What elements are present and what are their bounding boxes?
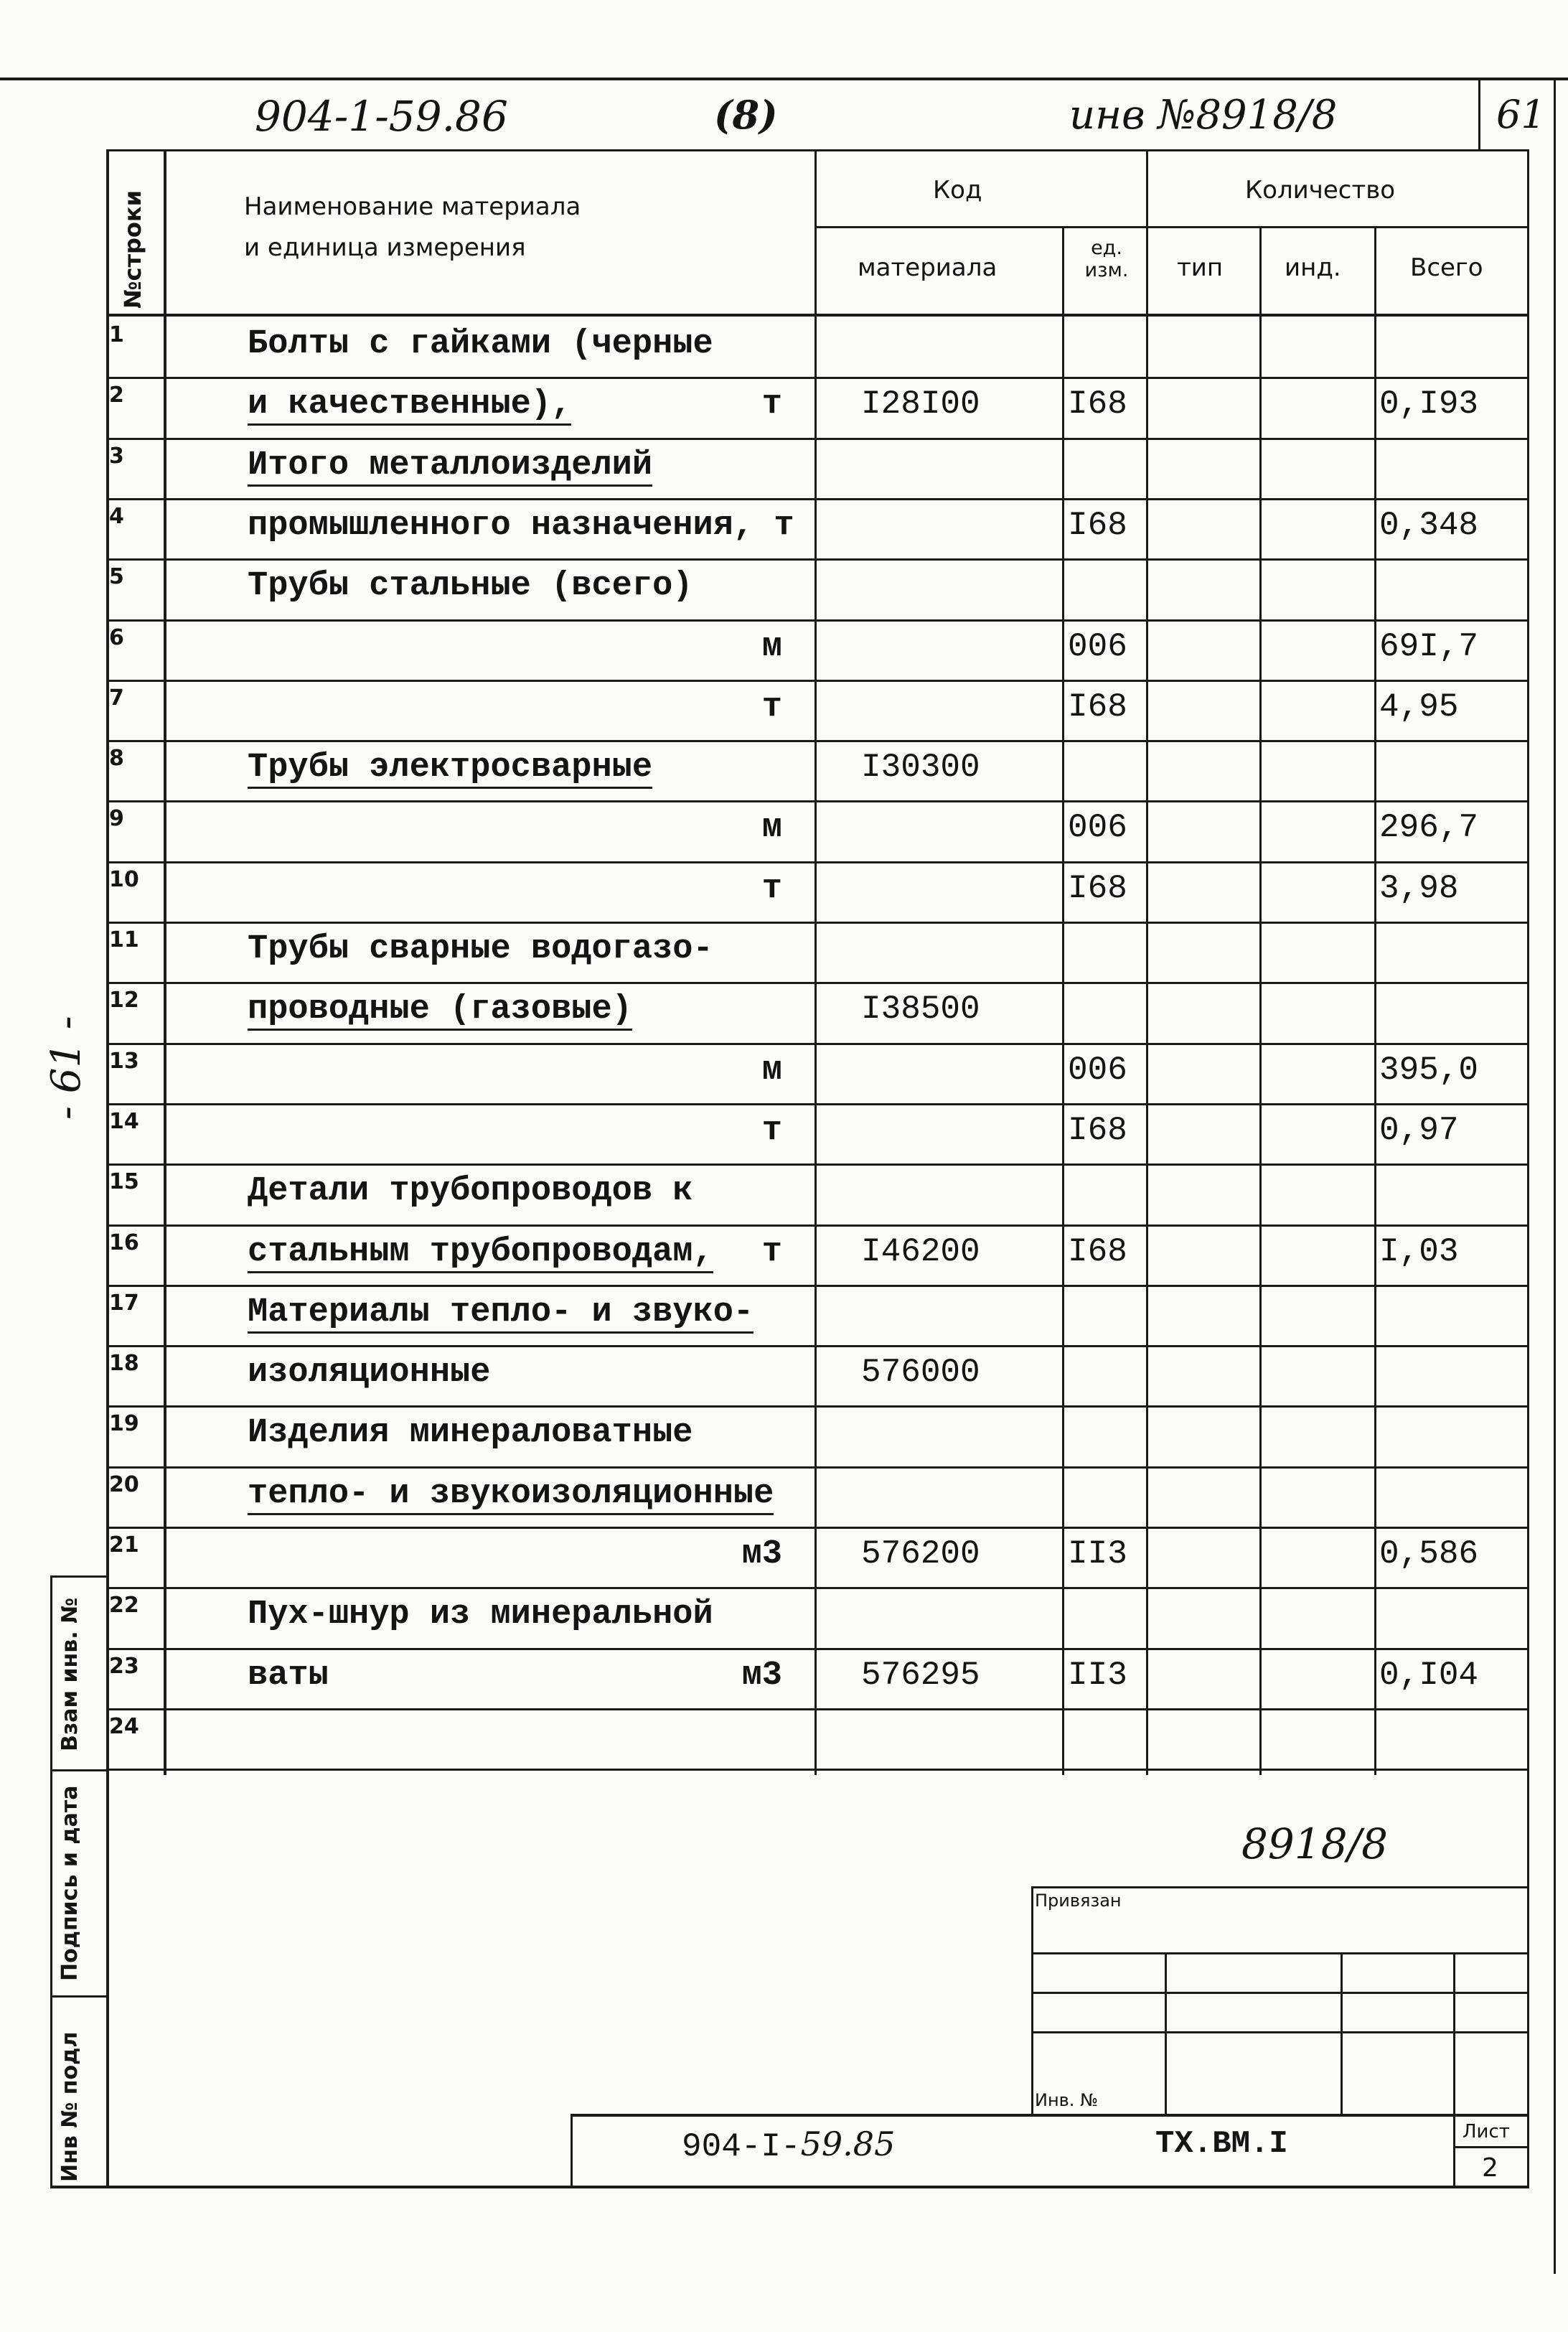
unit-label: м: [761, 628, 782, 666]
header-quantity: Количество: [1245, 176, 1396, 205]
unit-label: т: [761, 385, 782, 423]
unit-label: м3: [741, 1657, 782, 1695]
row-line: [106, 1405, 1529, 1408]
row-number: 4: [109, 504, 124, 529]
row-number: 19: [109, 1411, 139, 1436]
row-number: 18: [109, 1351, 139, 1376]
unit-label: т: [761, 1112, 782, 1150]
row-line: [106, 1043, 1529, 1045]
row-number: 17: [109, 1291, 139, 1316]
row-line: [106, 800, 1529, 802]
unit-code: 006: [1068, 809, 1127, 846]
row-line: [106, 861, 1529, 863]
stamp-list-number: 2: [1482, 2153, 1498, 2183]
header-qty-tip: тип: [1177, 253, 1224, 282]
col-line-total: [1374, 226, 1376, 1775]
unit-code: I68: [1068, 385, 1127, 423]
row-number: 13: [109, 1049, 139, 1074]
quantity-total: 0,I04: [1379, 1657, 1479, 1694]
row-number: 12: [109, 988, 139, 1013]
stamp-doc-code-typed: 904-I-: [682, 2128, 801, 2165]
material-code: 576200: [861, 1535, 980, 1573]
unit-code: II3: [1068, 1657, 1127, 1694]
unit-label: т: [761, 870, 782, 908]
material-name: Пух-шнур из минеральной: [248, 1596, 713, 1634]
row-line: [106, 1466, 1529, 1469]
frame-left-lower: [106, 1775, 109, 2188]
stamp-handwritten-number: 8918/8: [1241, 1820, 1389, 1868]
unit-code: 006: [1068, 1052, 1127, 1089]
row-line: [106, 438, 1529, 440]
row-line: [106, 1345, 1529, 1347]
stamp-line-5: [571, 2114, 1529, 2117]
right-border-line: [1554, 78, 1556, 2274]
doc-code-handwritten: 904-1-59.86: [255, 92, 508, 141]
material-name: Болты с гайками (черные: [248, 325, 713, 363]
header-qty-ind: инд.: [1285, 253, 1341, 282]
material-code: 576000: [861, 1354, 980, 1391]
unit-label: т: [761, 1233, 782, 1271]
row-number: 2: [109, 383, 124, 408]
material-name: проводные (газовые): [248, 991, 632, 1031]
material-name: Трубы электросварные: [248, 749, 652, 789]
material-name: Детали трубопроводов к: [248, 1172, 693, 1210]
unit-code: I68: [1068, 688, 1127, 726]
header-bottom-line: [106, 314, 1529, 317]
page-number-divider: [1478, 78, 1480, 149]
unit-code: I68: [1068, 870, 1127, 907]
material-name: промышленного назначения, т: [248, 507, 794, 545]
col-line-name: [164, 149, 166, 1775]
stamp-vline-main-left: [571, 2114, 573, 2188]
header-rownum: №строки: [119, 189, 146, 309]
col-line-izm: [1062, 226, 1064, 1775]
row-line: [106, 982, 1529, 984]
margin-label-podpis: Подпись и дата: [57, 1785, 83, 1981]
side-page-mark: - 61 -: [43, 1016, 90, 1120]
col-line-code: [814, 149, 817, 1775]
material-code: I30300: [861, 749, 980, 786]
inventory-number-handwritten: инв №8918/8: [1069, 92, 1338, 139]
marker: (8): [714, 92, 778, 138]
material-name: Трубы сварные водогазо-: [248, 930, 713, 968]
unit-label: м: [761, 809, 782, 847]
row-number: 15: [109, 1169, 139, 1194]
col-line-ind: [1259, 226, 1262, 1775]
material-name: Материалы тепло- и звуко-: [248, 1293, 754, 1334]
row-number: 24: [109, 1714, 139, 1739]
row-number: 3: [109, 444, 124, 469]
row-line: [106, 740, 1529, 742]
material-name: ваты: [248, 1657, 329, 1695]
top-border-line: [0, 78, 1568, 80]
quantity-total: 4,95: [1379, 688, 1459, 726]
row-number: 7: [109, 685, 124, 711]
header-name-line2: и единица измерения: [244, 233, 526, 262]
material-code: 576295: [861, 1657, 980, 1694]
quantity-total: 0,586: [1379, 1535, 1479, 1573]
stamp-sheet-code: ТХ.ВМ.I: [1155, 2126, 1288, 2162]
unit-label: т: [761, 688, 782, 726]
row-number: 14: [109, 1109, 139, 1134]
stamp-vline-a: [1165, 1952, 1167, 2114]
row-line: [106, 1224, 1529, 1227]
row-number: 20: [109, 1472, 139, 1497]
row-line: [106, 1103, 1529, 1105]
stamp-privyazan: Привязан: [1035, 1891, 1122, 1911]
row-number: 21: [109, 1532, 139, 1558]
quantity-total: 69I,7: [1379, 628, 1479, 665]
quantity-total: 0,I93: [1379, 385, 1479, 423]
quantity-total: 296,7: [1379, 809, 1479, 846]
margin-strip-div2: [50, 1769, 108, 1771]
row-number: 6: [109, 625, 124, 650]
unit-code: II3: [1068, 1535, 1127, 1573]
header-name-line1: Наименование материала: [244, 192, 581, 221]
row-line: [106, 922, 1529, 924]
frame-right-lower: [1527, 1775, 1529, 2188]
material-name: Изделия минераловатные: [248, 1414, 693, 1452]
header-code-material: материала: [858, 253, 997, 282]
row-number: 16: [109, 1230, 139, 1255]
unit-label: м: [761, 1052, 782, 1090]
row-line: [106, 1163, 1529, 1166]
header-code: Код: [933, 176, 982, 205]
unit-label: м3: [741, 1535, 782, 1573]
material-code: I46200: [861, 1233, 980, 1270]
quantity-total: 3,98: [1379, 870, 1459, 907]
row-line: [106, 377, 1529, 379]
stamp-doc-code: [682, 2125, 895, 2165]
header-top-line: [106, 149, 1529, 151]
quantity-total: I,03: [1379, 1233, 1459, 1270]
unit-code: 006: [1068, 628, 1127, 665]
row-number: 1: [109, 322, 124, 347]
stamp-list-label: Лист: [1463, 2121, 1510, 2143]
row-number: 9: [109, 806, 124, 831]
margin-strip-div1: [50, 1575, 108, 1578]
margin-label-vzam: Взам инв. №: [57, 1597, 83, 1751]
row-line: [106, 619, 1529, 622]
page-bottom-line: [50, 2186, 1529, 2188]
row-number: 10: [109, 867, 139, 892]
table-right-line: [1527, 149, 1529, 1775]
margin-strip-left: [50, 1575, 52, 2186]
col-line-qty: [1146, 149, 1148, 1775]
material-code: I28I00: [861, 385, 980, 423]
row-number: 22: [109, 1593, 139, 1618]
stamp-vline-c: [1453, 1952, 1455, 2188]
margin-strip-div3: [50, 1995, 108, 1998]
header-mid-line: [814, 226, 1529, 228]
row-line: [106, 1769, 1529, 1771]
header-code-izm: ед. изм.: [1084, 237, 1129, 281]
row-line: [106, 1587, 1529, 1589]
material-name: тепло- и звукоизоляционные: [248, 1475, 774, 1515]
unit-code: I68: [1068, 1112, 1127, 1149]
quantity-total: 0,97: [1379, 1112, 1459, 1149]
row-number: 23: [109, 1654, 139, 1679]
stamp-list-sep: [1453, 2146, 1529, 2148]
stamp-doc-code-hw: 59.85: [800, 2125, 896, 2163]
header-qty-total: Всего: [1410, 253, 1483, 282]
row-line: [106, 1648, 1529, 1650]
row-line: [106, 680, 1529, 682]
material-name: стальным трубопроводам,: [248, 1233, 713, 1273]
stamp-vline-left: [1031, 1886, 1033, 2116]
material-name: Трубы стальные (всего): [248, 567, 693, 605]
stamp-inv-no: Инв. №: [1035, 2090, 1099, 2110]
row-number: 5: [109, 564, 124, 589]
stamp-vline-b: [1341, 1952, 1343, 2114]
unit-code: I68: [1068, 1233, 1127, 1270]
row-line: [106, 1527, 1529, 1529]
row-number: 11: [109, 927, 139, 952]
row-number: 8: [109, 746, 124, 771]
unit-code: I68: [1068, 507, 1127, 544]
row-line: [106, 1708, 1529, 1710]
material-name: Итого металлоизделий: [248, 446, 652, 487]
quantity-total: 395,0: [1379, 1052, 1479, 1089]
row-line: [106, 498, 1529, 500]
row-line: [106, 558, 1529, 561]
page-number: 61: [1496, 92, 1546, 137]
material-code: I38500: [861, 991, 980, 1028]
row-line: [106, 1285, 1529, 1287]
quantity-total: 0,348: [1379, 507, 1479, 544]
margin-label-inv: Инв № подл: [57, 2031, 83, 2182]
stamp-line-1: [1031, 1886, 1529, 1888]
material-name: изоляционные: [248, 1354, 491, 1392]
material-name: и качественные),: [248, 385, 571, 426]
